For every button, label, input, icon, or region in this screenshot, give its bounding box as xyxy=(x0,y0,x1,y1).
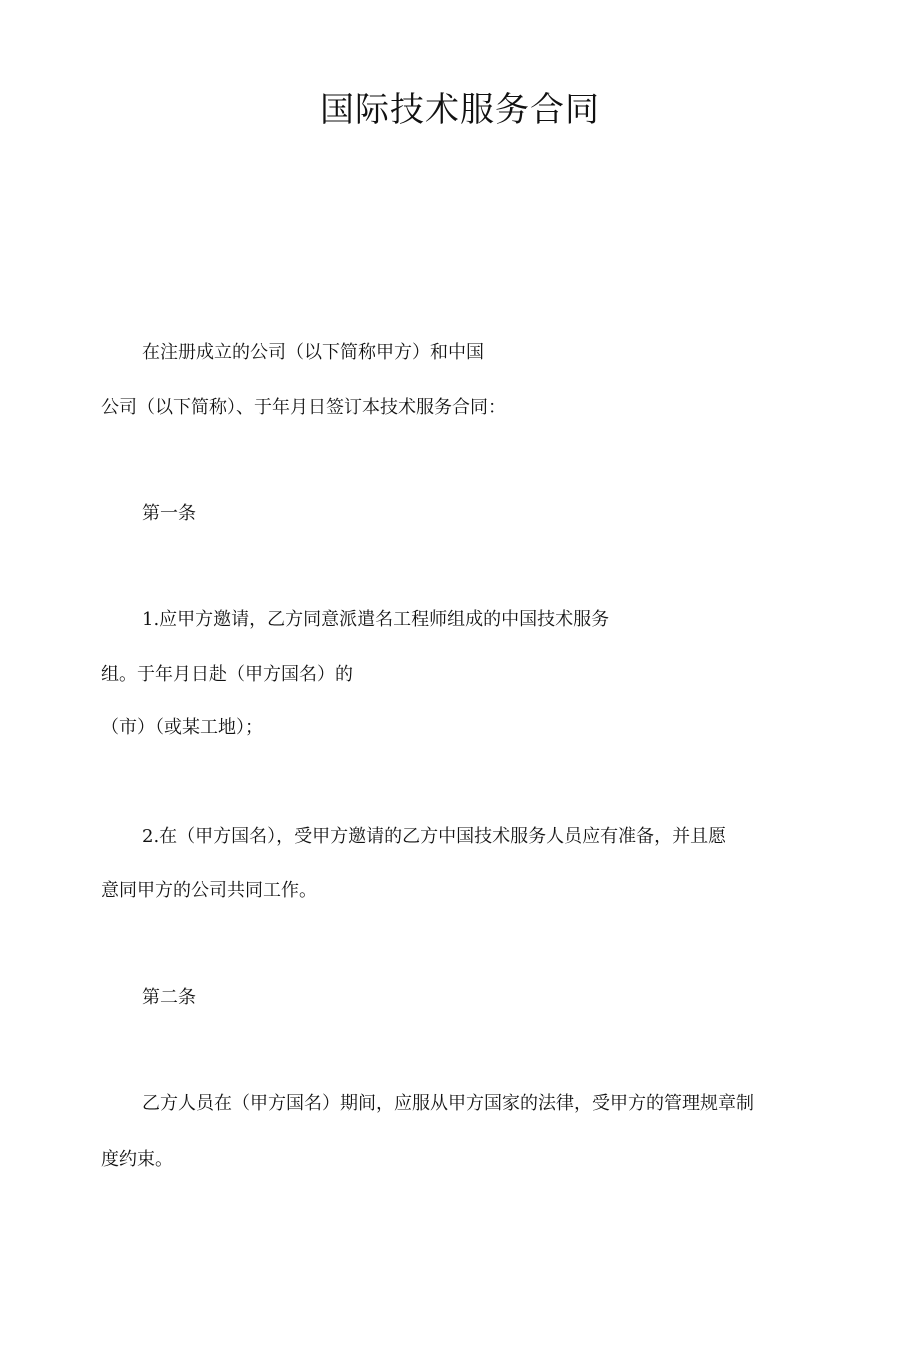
document-title: 国际技术服务合同 xyxy=(320,90,600,130)
article-1-clause-1-line-3: （市）（或某工地）； xyxy=(101,717,263,738)
article-1-clause-2-line-1: 2.在（甲方国名），受甲方邀请的乙方中国技术服务人员应有准备，并且愿 xyxy=(142,826,727,847)
article-1-heading: 第一条 xyxy=(142,503,196,524)
preamble-line-1: 在注册成立的公司（以下简称甲方）和中国 xyxy=(142,342,484,363)
article-2-heading: 第二条 xyxy=(142,987,196,1008)
article-1-clause-2-line-2: 意同甲方的公司共同工作。 xyxy=(101,880,317,901)
article-2-body-line-2: 度约束。 xyxy=(101,1149,173,1170)
article-1-clause-1-line-1: 1.应甲方邀请，乙方同意派遣名工程师组成的中国技术服务 xyxy=(142,609,610,630)
article-2-body-line-1: 乙方人员在（甲方国名）期间，应服从甲方国家的法律，受甲方的管理规章制 xyxy=(142,1093,754,1114)
preamble-line-2: 公司（以下简称）、于年月日签订本技术服务合同： xyxy=(101,397,506,418)
article-1-clause-1-line-2: 组。于年月日赴（甲方国名）的 xyxy=(101,664,353,685)
